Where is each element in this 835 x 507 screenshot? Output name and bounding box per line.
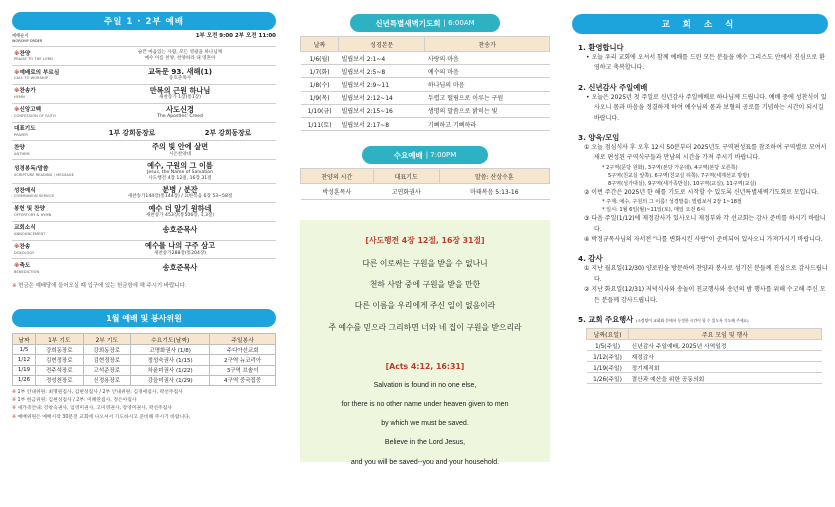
- order-header: [12, 34, 276, 44]
- table-cell: 박성훈목사: [301, 184, 374, 200]
- thanks-item-2: ② 지난 화요일(12/31) 저녁식사와 송놀이 친교행사와 송년의 밤 행사를 위해 수고해 주신 모든 분들께 감사드립니다.: [584, 286, 826, 304]
- order-name-text: 신앙고백: [19, 107, 42, 114]
- worship-title-text: 주일 1 · 2부 예배: [104, 17, 184, 27]
- table-cell: 빌립보서 2:1~4: [339, 52, 425, 65]
- order-content: [84, 50, 276, 61]
- wed-title-text: 수요예배: [393, 150, 423, 160]
- order-content: [84, 143, 276, 157]
- order-left: [12, 145, 84, 156]
- table-cell: 결산과 예산을 위한 공동의회: [629, 373, 822, 384]
- order-name-en: SCRIPTURE READING / MESSAGE: [14, 172, 74, 177]
- asterisk-icon: ※: [14, 50, 20, 57]
- order-left: [12, 188, 84, 199]
- news-column: [572, 0, 828, 507]
- order-sub: 송호준목사: [168, 76, 192, 82]
- table-row: [301, 65, 550, 78]
- servers-notes: [12, 389, 276, 422]
- order-line: 슬픈 마음있는 사람, 모든 영광을 하나님께: [137, 50, 223, 56]
- order-name-en: HYMN: [14, 94, 25, 99]
- dawn-detail: * 일시: 1월 6일(월)~11일(토), 매일 오전 6시: [602, 207, 706, 214]
- worship-title: [12, 12, 276, 30]
- prayer-column: [300, 0, 550, 507]
- order-name-text: 찬송: [19, 244, 31, 251]
- table-cell: 1/6(월): [301, 52, 339, 65]
- table-row: [301, 91, 550, 104]
- table-header-cell: 주요 모임 및 행사: [629, 329, 822, 340]
- table-cell: 빌립보서 2:17~8: [339, 117, 425, 130]
- news-bullet: • 오늘은 2025년 첫 주일로 신년감사 주일예배로 하나님께 드립니다. 예배 중에 성찬식이 있사오니 몸과 마음을 정결하게 하여 예수님의 몸과 보혈의 공로를 기념하는 시간이 되시길 바랍니다.: [586, 93, 827, 122]
- order-name-text: 봉헌 및 찬양: [14, 206, 45, 213]
- asterisk-icon: ※: [14, 107, 20, 114]
- asterisk-icon: ※: [14, 69, 20, 76]
- order-content: [84, 205, 276, 219]
- order-row: [12, 84, 276, 103]
- dawn-header-row: [301, 37, 550, 52]
- table-row: [13, 365, 276, 375]
- order-left: [12, 244, 84, 255]
- wed-header-row: [301, 169, 550, 184]
- newyear-bullets: [572, 93, 828, 124]
- order-row: [12, 183, 276, 202]
- group-location: * 2구역(문당 원화), 3구역(본당 가운데), 4구역(본당 오른쪽): [602, 164, 738, 171]
- order-left: [12, 107, 84, 118]
- verse-en: [300, 382, 550, 467]
- order-name-text: 찬양: [14, 145, 25, 152]
- groups-item-2: ② 이번 주간은 2025년 한 해를 기도로 시작할 수 있도록 신년특별새벽기도회로 모입니다.: [584, 188, 819, 196]
- order-name-en: OFFERTORY & HYMN: [14, 212, 52, 217]
- order-sub: 시온찬양대: [168, 151, 192, 157]
- order-main: 교독문 93. 새해(1): [147, 66, 213, 76]
- order-name-en: PRAISE TO THE LORD: [14, 57, 53, 62]
- table-cell: 빌립보서 2:12~14: [339, 91, 425, 104]
- order-name-text: 찬송가: [19, 88, 36, 95]
- prayer-leader: 2부 강희동장로: [204, 128, 252, 137]
- order-left: [12, 88, 84, 99]
- table-header-cell: 수요기도(날짜): [131, 334, 210, 345]
- table-cell: 1/26(주일): [587, 373, 629, 384]
- order-main: 예수, 구원의 그 이름: [147, 160, 213, 170]
- order-label-en: WORSHIP ORDER: [12, 39, 43, 43]
- order-main: 분병 / 분잔: [162, 184, 198, 194]
- order-name-en: ANTHEM: [14, 151, 30, 156]
- news-section-events: [578, 315, 828, 325]
- order-left: [12, 51, 84, 62]
- table-cell: 빌립보서 2:9~11: [339, 78, 425, 91]
- order-main: 예수를 나의 구주 삼고: [145, 241, 215, 251]
- news-bullet: • 오늘 우리 교회에 오셔서 함께 예배를 드린 모든 분들을 예수 그리스도 안에서 진심으로 환영하고 축복합니다.: [586, 54, 825, 72]
- order-name-en: CALL TO WORSHIP: [14, 76, 48, 81]
- news-section-newyear: 2. 신년감사 주일예배: [578, 82, 648, 92]
- order-sub2: 사도행전 4장 12절, 16장 31절: [148, 175, 212, 181]
- table-cell: 사랑의 마음: [425, 52, 550, 65]
- offering-note: [12, 281, 276, 289]
- table-cell: 1/10(금): [301, 104, 339, 117]
- table-cell: 김현정장로: [83, 355, 131, 365]
- verse-line-ko: 천하 사람 중에 구원을 받을 만한: [369, 279, 481, 289]
- offering-note-text: 헌금은 예배당에 들어오실 때 입구에 있는 헌금함에 해 주시기 바랍니다.: [18, 283, 187, 290]
- verse-box: [300, 220, 550, 466]
- table-cell: 1/5: [13, 345, 36, 355]
- order-main: 사도신경: [166, 104, 194, 114]
- table-cell: 김현정장로: [36, 355, 84, 365]
- note-asterisk-icon: ※: [12, 283, 17, 290]
- table-header-cell: 날짜: [13, 334, 36, 345]
- table-cell: 1/8(수): [301, 78, 339, 91]
- dawn-body: [301, 52, 550, 131]
- order-row: [12, 221, 276, 240]
- servers-header-row: [13, 334, 276, 345]
- order-content: [84, 127, 276, 137]
- wed-time: | 7:00PM: [425, 151, 457, 160]
- verse-line-ko: 주 예수를 믿으라 그리하면 너와 네 집이 구원을 받으리라: [328, 322, 522, 332]
- table-header-cell: 성경본문: [339, 37, 425, 52]
- order-content: [84, 106, 276, 120]
- order-content: [84, 242, 276, 256]
- table-cell: 고석준장로: [83, 365, 131, 375]
- table-cell: 4구역 중국집중: [210, 375, 276, 385]
- order-name-text: 축도: [19, 263, 31, 270]
- news-section-welcome: 1. 환영합니다: [578, 43, 624, 52]
- table-cell: 1/19: [13, 365, 36, 375]
- order-name-en: CONFESSION OF FAITH: [14, 113, 56, 118]
- asterisk-icon: ※: [14, 244, 20, 251]
- dawn-table: [300, 36, 550, 131]
- order-content: [84, 186, 276, 200]
- order-content: [84, 264, 276, 273]
- dawn-time: | 6:00AM: [443, 19, 475, 27]
- order-list: [12, 46, 276, 277]
- order-content: [84, 87, 276, 101]
- servers-table: [12, 333, 276, 386]
- table-header-cell: 날짜(요일): [587, 329, 629, 340]
- order-main: 예수 더 알기 원하네: [148, 203, 212, 213]
- order-sub: Jesus, the Name of Salvation: [146, 170, 214, 176]
- table-cell: 빌립보서 2:15~16: [339, 104, 425, 117]
- table-header-cell: 찬양의 시간: [301, 169, 374, 184]
- verse-ref-en: [Acts 4:12, 16:31]: [385, 361, 465, 371]
- note-item: [12, 414, 276, 422]
- order-row: [12, 140, 276, 159]
- order-left: [12, 166, 84, 177]
- table-cell: 하나님의 마음: [425, 78, 550, 91]
- servers-title-text: 1월 예배 및 봉사위원: [106, 313, 182, 323]
- order-main: 만복의 근원 하나님: [149, 85, 211, 95]
- verse-ko: [300, 260, 550, 332]
- table-row: [301, 117, 550, 130]
- table-cell: 마태복음 5:13-16: [439, 184, 549, 200]
- note-asterisk-icon: ※: [12, 406, 18, 412]
- order-sub: 새찬송가 453장(통506장, 1,3절): [145, 213, 215, 219]
- table-cell: 정성숙권사 (1/15): [131, 355, 210, 365]
- table-cell: 정기제직회: [629, 362, 822, 373]
- order-row: [12, 65, 276, 84]
- table-cell: 1/19(주일): [587, 362, 629, 373]
- table-cell: 차윤미권사 (1/22): [131, 365, 210, 375]
- table-header-cell: 찬송가: [425, 37, 550, 52]
- table-cell: 주디아선교회: [210, 345, 276, 355]
- table-cell: 빌립보서 2:5~8: [339, 65, 425, 78]
- table-row: [301, 104, 550, 117]
- order-left: [12, 225, 84, 236]
- order-row: [12, 103, 276, 122]
- groups-item-2-sub: [572, 198, 828, 214]
- asterisk-icon: ※: [14, 88, 20, 95]
- order-main: 송호준목사: [162, 225, 198, 235]
- table-cell: 1/11(토): [301, 117, 339, 130]
- events-header-row: [587, 329, 822, 340]
- servers-body: [13, 345, 276, 386]
- table-header-cell: 주일봉사: [210, 334, 276, 345]
- table-cell: 고연화권사: [373, 184, 439, 200]
- group-location: 8구역(성가대실), 9구역(세가족반실), 10구역(교실), 11구역(교실): [608, 180, 757, 187]
- events-body: [587, 340, 822, 384]
- table-row: [301, 78, 550, 91]
- table-cell: 1/5(주일): [587, 340, 629, 351]
- verse-line-en: Salvation is found in no one else,: [373, 381, 477, 389]
- table-cell: 고명화권사 (1/8): [131, 345, 210, 355]
- order-sub: 새찬송가 1장(통1장): [159, 95, 201, 101]
- table-row: [587, 340, 822, 351]
- note-text: 1부 안내위원: 최명원집사, 김현성집사 / 2부 안내위원: 김경애집사, 곽선주집사: [17, 390, 183, 396]
- groups-item-3: ③ 다음 주일(1/12)에 재정감사가 있사오니 재정부와 각 선교회는 감사 준비를 하시기 바랍니다.: [584, 215, 826, 233]
- table-cell: 기뻐하고 기뻐하라: [425, 117, 550, 130]
- groups-item-1: ① 오늘 점심식사 후 오후 12시 50분부터 2025년도 구역편성표를 참조하여 구역별로 모여서 새로 편성된 구역식구들과 만남의 시간을 가져 주시기 바랍니다.: [584, 144, 827, 162]
- note-item: [12, 389, 276, 397]
- table-cell: 전주석장로: [36, 365, 84, 375]
- order-main: 송호준목사: [162, 263, 198, 273]
- order-name-text: 대표기도: [14, 126, 36, 133]
- service-times: 1부 오전 9:00 2부 오전 11:00: [195, 33, 276, 39]
- order-sub: 새찬송가144장(통144장) / 요한복음 6장 53~58절: [127, 194, 233, 200]
- order-name-text: 예배로의 부르심: [19, 69, 60, 76]
- note-item: [12, 397, 276, 405]
- groups-item-4: ④ 박정규목사님의 자서전 "나를 변화시킨 사랑"이 준비되어 있사오니 가져가시기 바랍니다.: [584, 236, 823, 244]
- wed-service-title: [362, 146, 488, 164]
- table-cell: 1/9(목): [301, 91, 339, 104]
- table-cell: 2구역 뉴코리아: [210, 355, 276, 365]
- news-title-text: 교 회 소 식: [661, 20, 739, 30]
- table-cell: 정성천장로: [36, 375, 84, 385]
- order-name-en: DOXOLOGY: [14, 250, 35, 255]
- table-cell: 1/26: [13, 375, 36, 385]
- table-header-cell: 2부 기도: [83, 334, 131, 345]
- events-title-text: 5. 교회 주요행사: [578, 315, 634, 325]
- asterisk-icon: ※: [14, 263, 20, 270]
- order-left: [12, 206, 84, 217]
- order-name-text: 성경봉독/말씀: [14, 166, 49, 173]
- news-section-thanks: 4. 감사: [578, 254, 603, 264]
- order-row: [12, 159, 276, 183]
- order-row: [12, 240, 276, 259]
- table-header-cell: 말씀: 산상수훈: [439, 169, 549, 184]
- thanks-item-1: ① 지난 월요일(12/30) 양로원을 방문하여 찬양과 봉사로 섬기신 분들께 진심으로 감사드립니다.: [584, 265, 828, 283]
- order-left: [12, 126, 84, 137]
- order-split: [84, 127, 276, 137]
- dawn-time-text: 6:00AM: [448, 19, 475, 27]
- table-row: [13, 375, 276, 385]
- note-asterisk-icon: ※: [12, 390, 18, 396]
- order-name-en: COMMUNION SERVICE: [14, 194, 55, 199]
- note-text: 예배위원은 예배시작 30분전 교회에 나오셔서 기도하시고 준비해 주시기 바랍니다.: [17, 414, 191, 420]
- table-header-cell: 1부 기도: [36, 334, 84, 345]
- note-text: 1부 헌금위원: 김현성집사 / 2부: 이혜란집사, 정은아집사: [17, 398, 137, 404]
- verse-line-en: for there is no other name under heaven given to men: [341, 401, 509, 409]
- table-cell: 신년감사 주일예배, 2025년 사역일정: [629, 340, 822, 351]
- wed-time-text: 7:00PM: [430, 151, 457, 160]
- order-name-text: 성찬예식: [14, 187, 36, 194]
- table-cell: 생명의 말씀으로 밝히는 빛: [425, 104, 550, 117]
- table-cell: 강을미권사 (1/29): [131, 375, 210, 385]
- table-row: [301, 52, 550, 65]
- note-asterisk-icon: ※: [12, 414, 18, 420]
- verse-line-ko: 다른 이로써는 구원을 받을 수 없나니: [362, 258, 488, 268]
- worship-column: [12, 0, 276, 507]
- verse-ref-ko: [사도행전 4장 12절, 16장 31절]: [365, 236, 485, 246]
- prayer-leader: 1부 강희동장로: [108, 128, 156, 137]
- order-row: [12, 122, 276, 141]
- table-cell: 1/12: [13, 355, 36, 365]
- order-name-en: PRAYER: [14, 132, 28, 137]
- table-cell: 1/12(주일): [587, 351, 629, 362]
- verse-line-en: and you will be saved--you and your household.: [350, 458, 500, 466]
- order-name-en: ANNOUNCEMENT: [14, 231, 46, 236]
- welcome-bullets: [572, 53, 828, 74]
- groups-item-1-sub: [572, 164, 828, 188]
- order-row: [12, 258, 276, 277]
- order-label-ko: 예배순서: [12, 34, 29, 39]
- wed-data-row: [301, 184, 550, 200]
- table-header-cell: 대표기도: [373, 169, 439, 184]
- dawn-detail: * 주제: 예수, 구원의 그 이름! 성경말씀: 빌립보서 2장 1~18절: [602, 199, 742, 206]
- note-item: [12, 405, 276, 413]
- order-sub: The Apostles' Creed: [157, 114, 203, 120]
- order-left: [12, 70, 84, 81]
- order-name-text: 찬양: [19, 50, 31, 57]
- table-row: [13, 355, 276, 365]
- table-header-cell: 날짜: [301, 37, 339, 52]
- order-row: [12, 202, 276, 221]
- order-content: [84, 162, 276, 182]
- table-row: [587, 351, 822, 362]
- order-main: 주의 빛 안에 살면: [151, 142, 209, 152]
- table-row: [587, 373, 822, 384]
- order-name-text: 교회소식: [14, 225, 36, 232]
- verse-line-en: Believe in the Lord Jesus,: [384, 439, 466, 447]
- order-left: [12, 263, 84, 274]
- order-content: [84, 226, 276, 235]
- servers-title: [12, 309, 276, 327]
- table-cell: 신정용장로: [83, 375, 131, 385]
- order-sub: 새찬송가288장(통204장): [153, 250, 207, 256]
- dawn-title-text: 신년특별새벽기도회: [375, 18, 441, 28]
- table-row: [587, 362, 822, 373]
- events-table: [586, 328, 822, 384]
- dawn-prayer-title: [350, 14, 500, 32]
- order-row: [12, 46, 276, 65]
- table-cell: 강희동장로: [83, 345, 131, 355]
- table-cell: 1/7(화): [301, 65, 339, 78]
- order-line: 예수 이름 찬양, 찬양하라 내 영혼아: [144, 55, 216, 61]
- table-row: [13, 345, 276, 355]
- note-asterisk-icon: ※: [12, 398, 18, 404]
- wed-table: [300, 168, 550, 200]
- table-cell: 재정감사: [629, 351, 822, 362]
- table-cell: 강희동장로: [36, 345, 84, 355]
- news-title: [572, 14, 828, 34]
- verse-line-ko: 다른 이름을 우리에게 주신 일이 없음이라: [354, 301, 496, 311]
- table-cell: 예수의 마음: [425, 65, 550, 78]
- verse-line-en: by which we must be saved.: [381, 420, 469, 428]
- table-cell: 3구역 브솔이: [210, 365, 276, 375]
- order-content: [84, 68, 276, 82]
- order-name-en: BENEDICTION: [14, 269, 40, 274]
- table-cell: 두렵고 떨림으로 이루는 구원: [425, 91, 550, 104]
- events-note: (소정방이 교회와 문에서 동정한 시간이 될 수 있도록 기도해 주세요): [635, 318, 749, 324]
- group-location: 5구역(친교실 앞쪽), 6구역(친교실 뒤쪽), 7구역(세계선교 방방): [608, 172, 750, 179]
- note-text: 새가족안내: 강창숙권사, 임영미권사, 고미영권사, 장영미권사, 곽선주집사: [17, 406, 172, 412]
- news-section-groups: 3. 양육/모임: [578, 133, 620, 143]
